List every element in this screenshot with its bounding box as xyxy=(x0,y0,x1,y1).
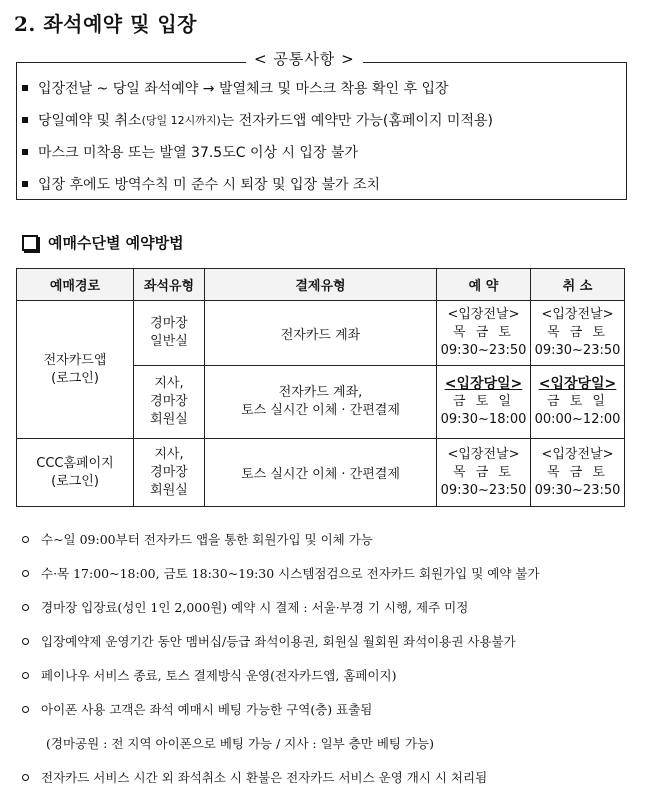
cancel-cell: <입장당일> 금 토 일 00:00~12:00 xyxy=(531,366,625,439)
page-title: 2. 좌석예약 및 입장 xyxy=(14,12,198,36)
cancel-cell: <입장전날> 목 금 토 09:30~23:50 xyxy=(531,439,625,507)
square-bullet-icon xyxy=(22,181,28,187)
circle-bullet-icon xyxy=(22,536,29,543)
square-bullet-icon xyxy=(22,149,28,155)
reserve-cell: <입장전날> 목 금 토 09:30~23:50 xyxy=(437,301,531,366)
cancel-cell: <입장전날> 목 금 토 09:30~23:50 xyxy=(531,301,625,366)
pay-cell: 토스 실시간 이체 · 간편결제 xyxy=(205,439,437,507)
common-item: 입장 후에도 방역수칙 미 준수 시 퇴장 및 입장 불가 조치 xyxy=(22,168,622,200)
seat-cell: 지사, 경마장 회원실 xyxy=(134,439,205,507)
note-item: 페이나우 서비스 종료, 토스 결제방식 운영(전자카드앱, 홈페이지) xyxy=(22,658,637,692)
table-row xyxy=(17,301,625,366)
common-item: 입장전날 ~ 당일 좌석예약 → 발열체크 및 마스크 착용 확인 후 입장 xyxy=(22,72,622,104)
square-bullet-icon xyxy=(22,85,28,91)
checkbox-square-icon xyxy=(22,235,38,251)
note-item: 경마장 입장료(성인 1인 2,000원) 예약 시 결제 : 서울·부경 기 시행, 제주 미정 xyxy=(22,590,637,624)
common-notice-list xyxy=(22,72,622,200)
note-item: 수·목 17:00~18:00, 금토 18:30~19:30 시스템점검으로 전자카드 회원가입 및 예약 불가 xyxy=(22,556,637,590)
note-item: 아이폰 사용 고객은 좌석 예매시 베팅 가능한 구역(층) 표출됨 xyxy=(22,692,637,726)
reserve-cell: <입장당일> 금 토 일 09:30~18:00 xyxy=(437,366,531,439)
reservation-table xyxy=(16,268,625,507)
common-item: 당일예약 및 취소 (당일 12시까지) 는 전자카드앱 예약만 가능(홈페이지 미적용) xyxy=(22,104,622,136)
table-row xyxy=(17,439,625,507)
pay-cell: 전자카드 계좌, 토스 실시간 이체 · 간편결제 xyxy=(205,366,437,439)
common-item: 마스크 미착용 또는 발열 37.5도C 이상 시 입장 불가 xyxy=(22,136,622,168)
circle-bullet-icon xyxy=(22,604,29,611)
note-item: 입장예약제 운영기간 동안 멤버십/등급 좌석이용권, 회원실 월회원 좌석이용권 사용불가 xyxy=(22,624,637,658)
circle-bullet-icon xyxy=(22,570,29,577)
common-notice-header: < 공통사항 > xyxy=(246,48,363,69)
circle-bullet-icon xyxy=(22,638,29,645)
notes-list xyxy=(22,522,637,794)
header-cell: 좌석유형 xyxy=(134,269,205,301)
table-header-row xyxy=(17,269,625,301)
pay-cell: 전자카드 계좌 xyxy=(205,301,437,366)
route-cell: 전자카드앱 (로그인) xyxy=(17,301,134,439)
note-subitem: (경마공원 : 전 지역 아이폰으로 베팅 가능 / 지사 : 일부 층만 베팅 가능) xyxy=(46,736,434,751)
circle-bullet-icon xyxy=(22,672,29,679)
square-bullet-icon xyxy=(22,117,28,123)
circle-bullet-icon xyxy=(22,706,29,713)
circle-bullet-icon xyxy=(22,774,29,781)
route-cell: CCC홈페이지 (로그인) xyxy=(17,439,134,507)
seat-cell: 지사, 경마장 회원실 xyxy=(134,366,205,439)
header-cell: 예 약 xyxy=(437,269,531,301)
note-item: 전자카드 서비스 시간 외 좌석취소 시 환불은 전자카드 서비스 운영 개시 시 처리됨 xyxy=(22,760,637,794)
section-heading: 예매수단별 예약방법 xyxy=(22,232,184,253)
seat-cell: 경마장 일반실 xyxy=(134,301,205,366)
reserve-cell: <입장전날> 목 금 토 09:30~23:50 xyxy=(437,439,531,507)
note-item: 수~일 09:00부터 전자카드 앱을 통한 회원가입 및 이체 가능 xyxy=(22,522,637,556)
header-cell: 결제유형 xyxy=(205,269,437,301)
header-cell: 취 소 xyxy=(531,269,625,301)
header-cell: 예매경로 xyxy=(17,269,134,301)
